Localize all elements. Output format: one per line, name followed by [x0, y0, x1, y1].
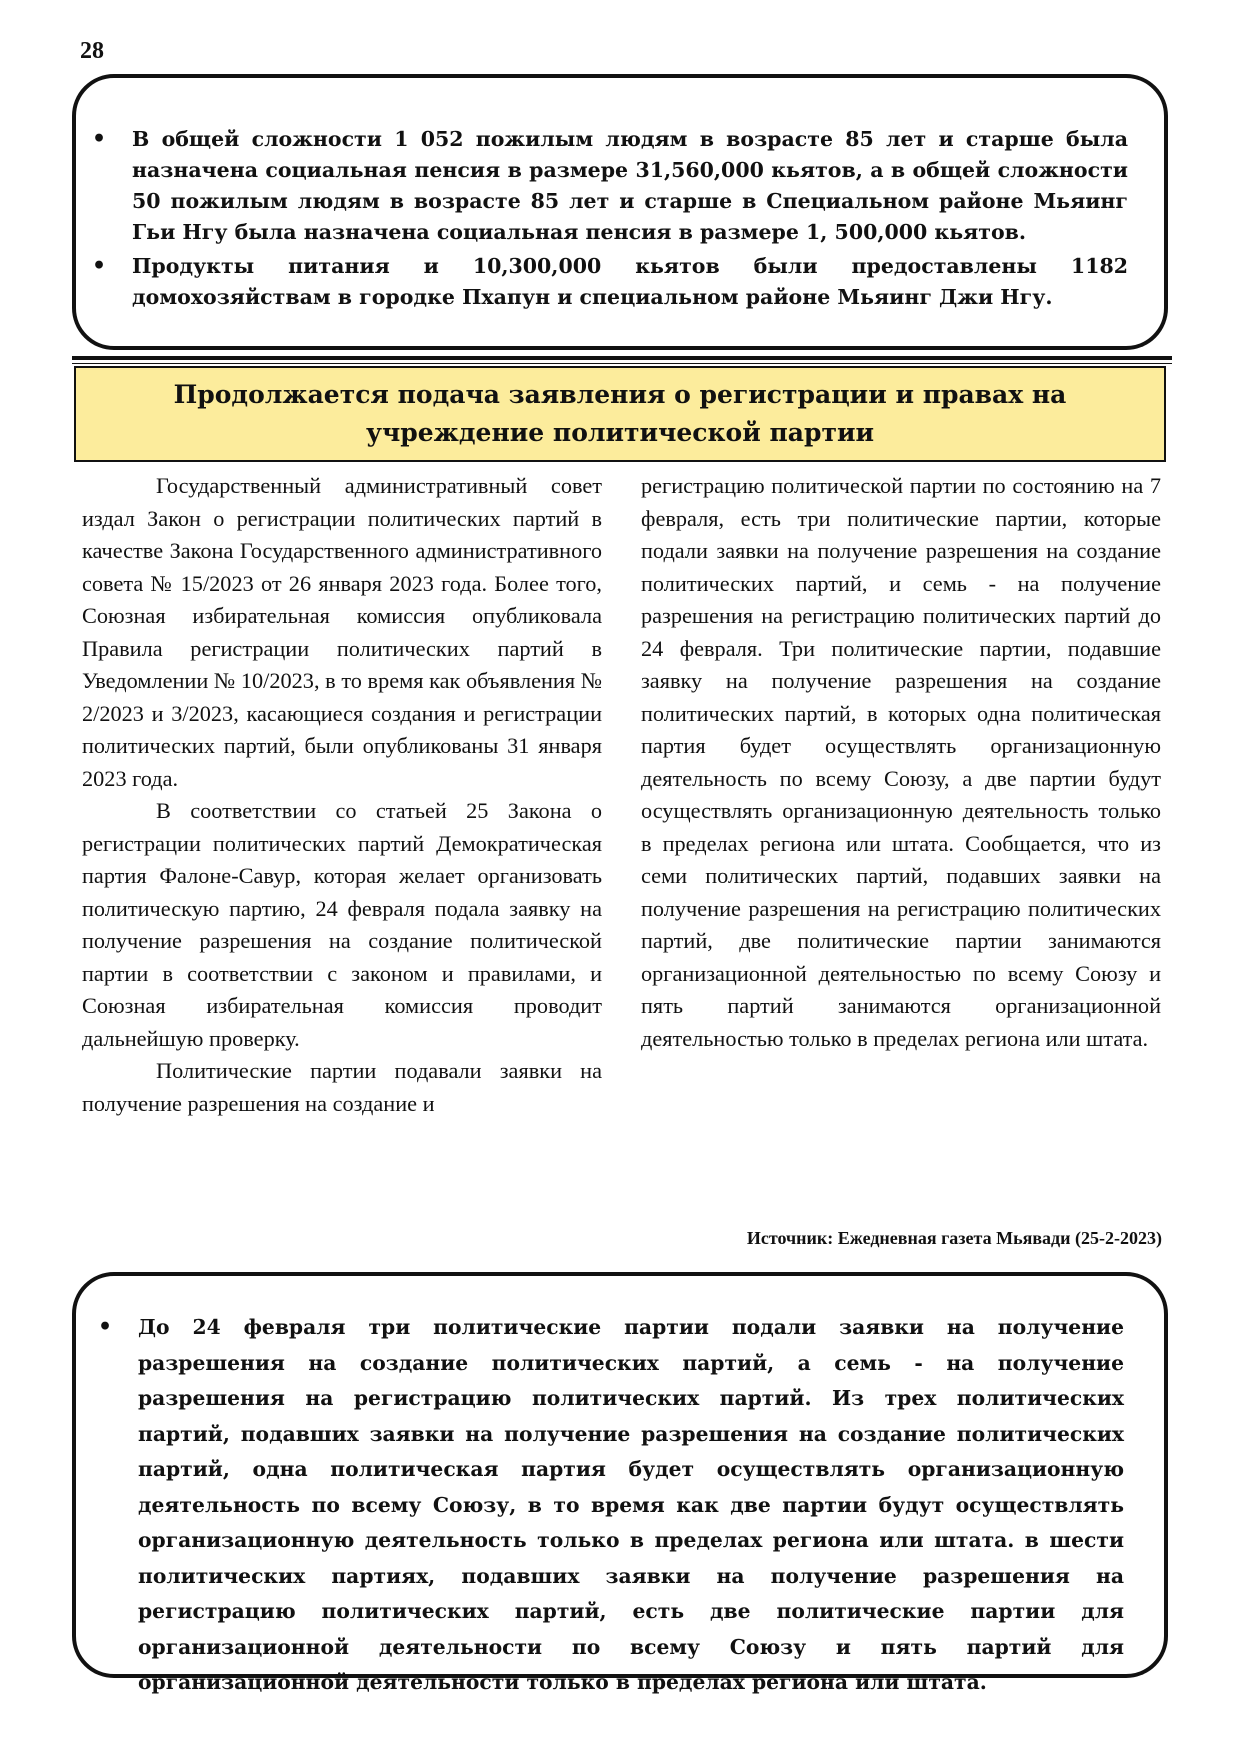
article-paragraph: В соответствии со статьей 25 Закона о регистрации политических партий Демократическая партия Фалоне-Савур, которая желает организовать политическую партию, 24 февраля подала заявку на получение разрешения на создание политической партии в соответствии с законом и правилами, и Союзная избирательная комиссия проводит дальнейшую проверку.: [82, 798, 602, 1051]
bullet-icon: •: [92, 253, 107, 279]
summary-bullet-text: До 24 февраля три политические партии подали заявки на получение разрешения на создание политических партий, а семь - на получение разрешения на регистрацию политических партий. Из трех политических партий, подавших заявки на получение разрешения на создание политических партий, одна политическая партия будет осуществлять организационную деятельность по всему Союзу, в то время как две партии будут осуществлять организационную деятельность только в пределах региона или штата. в шести политических партиях, подавших заявки на получение разрешения на регистрацию политических партий, есть две политические партии для организационной деятельности по всему Союзу и пять партий для организационной деятельности только в пределах региона или штата.: [138, 1315, 1124, 1694]
summary-list-top: [92, 124, 1128, 316]
section-divider: [72, 356, 1172, 360]
article-column-left: [82, 470, 602, 1120]
article-headline: Продолжается подача заявления о регистрации и правах на учреждение политической партии: [173, 380, 1067, 447]
summary-bullet-text: В общей сложности 1 052 пожилым людям в возрасте 85 лет и старше была назначена социальная пенсия в размере 31,560,000 кьятов, а в общей сложности 50 пожилым людям в возрасте 85 лет и старше в Специальном районе Мьяинг Гьи Нгу была назначена социальная пенсия в размере 1, 500,000 кьятов.: [132, 127, 1128, 244]
article-paragraph: Политические партии подавали заявки на получение разрешения на создание и: [82, 1058, 602, 1116]
article-source: Источник: Ежедневная газета Мьявади (25-2-2023): [746, 1228, 1162, 1248]
article-column-right: [641, 470, 1161, 1055]
article-paragraph: Государственный административный совет издал Закон о регистрации политических партий в качестве Закона Государственного административного совета № 15/2023 от 26 января 2023 года. Более того, Союзная избирательная комиссия опубликовала Правила регистрации политических партий в Уведомлении № 10/2023, в то время как объявления № 2/2023 и 3/2023, касающиеся создания и регистрации политических партий, были опубликованы 31 января 2023 года.: [82, 473, 602, 791]
page-number: 28: [80, 38, 104, 64]
bullet-icon: •: [98, 1314, 113, 1340]
summary-bullet-item: [92, 251, 1128, 313]
summary-box-bottom: [72, 1272, 1168, 1694]
bullet-icon: •: [92, 126, 107, 152]
summary-bullet-item: [92, 124, 1128, 248]
article-headline-box: [74, 366, 1166, 462]
summary-bullet-item: [98, 1310, 1124, 1701]
summary-box-top: [72, 74, 1168, 350]
section-divider-thin: [72, 363, 1172, 364]
summary-bullet-text: Продукты питания и 10,300,000 кьятов были предоставлены 1182 домохозяйствам в городке Пхапун и специальном районе Мьяинг Джи Нгу.: [132, 254, 1128, 309]
summary-list-bottom: [98, 1310, 1124, 1701]
article-paragraph: регистрацию политической партии по состоянию на 7 февраля, есть три политические партии, которые подали заявки на получение разрешения на создание политических партий, и семь - на получение разрешения на регистрацию политических партий до 24 февраля. Три политические партии, подавшие заявку на получение разрешения на создание политических партий, в которых одна политическая партия будет осуществлять организационную деятельность по всему Союзу, а две партии будут осуществлять организационную деятельность только в пределах региона или штата. Сообщается, что из семи политических партий, подавших заявки на получение разрешения на регистрацию политических партий, две политические партии занимаются организационной деятельностью по всему Союзу и пять партий занимаются организационной деятельностью только в пределах региона или штата.: [641, 473, 1161, 1051]
